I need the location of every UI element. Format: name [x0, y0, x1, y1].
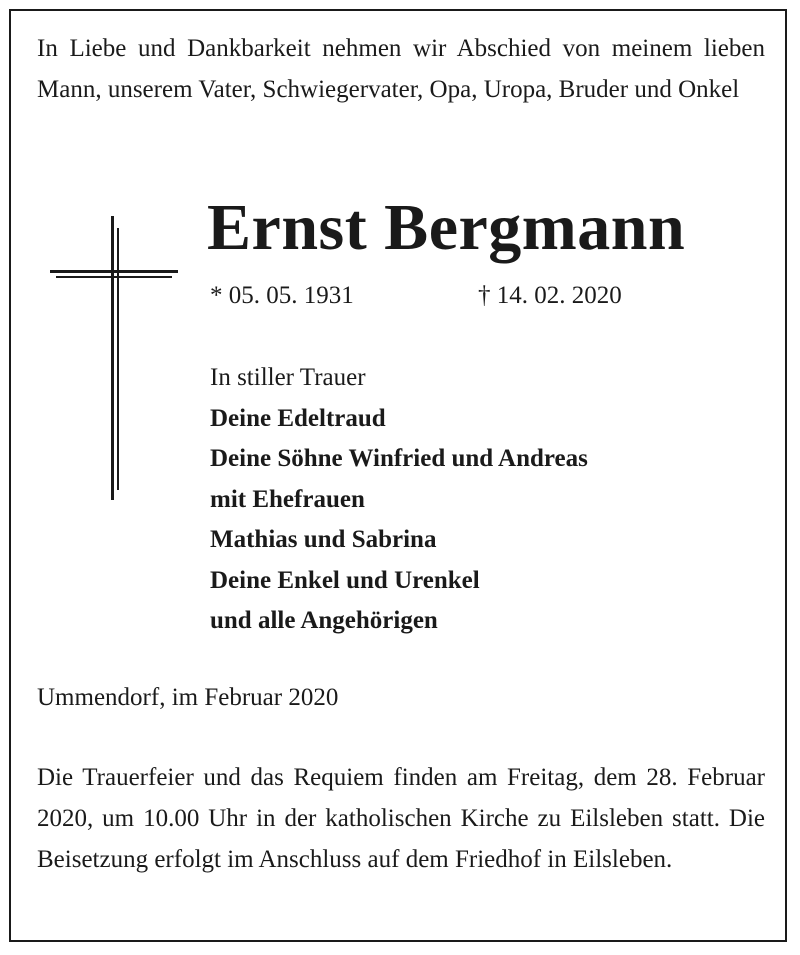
place-date: Ummendorf, im Februar 2020	[37, 684, 339, 711]
birth-date: * 05. 05. 1931	[210, 282, 354, 309]
mourner-line: Deine Edeltraud	[210, 404, 386, 432]
mourners-block	[210, 358, 588, 642]
mourner-line: Deine Enkel und Urenkel	[210, 566, 480, 594]
mourner-line: mit Ehefrauen	[210, 485, 365, 513]
death-date: † 14. 02. 2020	[478, 282, 622, 309]
intro-text: In Liebe und Dankbarkeit nehmen wir Abschied von meinem lieben Mann, unserem Vater, Schwiegervater, Opa, Uropa, Bruder und Onkel	[37, 35, 765, 103]
service-text: Die Trauerfeier und das Requiem finden am Freitag, dem 28. Februar 2020, um 10.00 Uhr in der katholischen Kirche zu Eilsleben statt. Die Beisetzung erfolgt im Anschluss auf dem Friedhof in Eilsleben.	[37, 764, 765, 873]
mourner-line: und alle Angehörigen	[210, 607, 438, 634]
cross-icon	[50, 216, 180, 500]
mourner-line: Mathias und Sabrina	[210, 526, 437, 553]
mourner-line: Deine Söhne Winfried und Andreas	[210, 445, 588, 472]
deceased-name: Ernst Bergmann	[207, 191, 686, 264]
mourners-lead: In stiller Trauer	[210, 364, 366, 391]
